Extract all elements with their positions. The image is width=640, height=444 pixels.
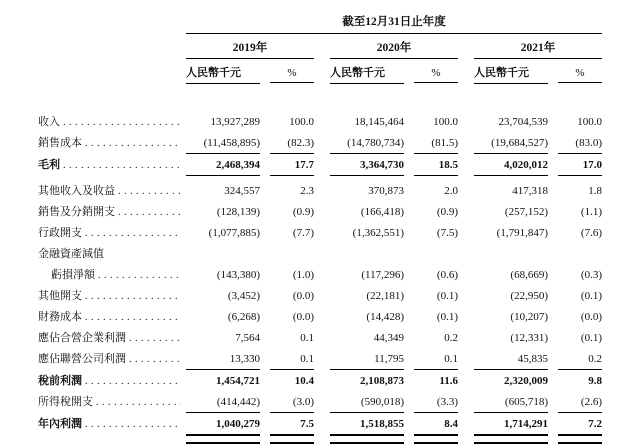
cell-amount: (22,950) (510, 290, 548, 302)
row-label-text: 金融資產減值 (38, 248, 104, 260)
cell-percent: (82.3) (270, 137, 314, 154)
table-row (38, 202, 640, 223)
row-label (38, 227, 186, 240)
percent-header-2021: % (558, 67, 602, 83)
cell-percent: 7.5 (270, 418, 314, 431)
cell-amount: (1,791,847) (496, 227, 548, 239)
cell-percent: 0.2 (444, 332, 458, 344)
row-label-text: 毛利 (38, 159, 60, 171)
row-label (38, 418, 186, 431)
cell-percent: 18.5 (414, 159, 458, 176)
cell-amount: 1,454,721 (216, 375, 260, 387)
cell-amount: 324,557 (224, 185, 260, 197)
row-label-text: 稅前利潤 (38, 375, 82, 387)
cell-amount: (1,077,885) (208, 227, 260, 239)
table-row (38, 265, 640, 286)
row-label (38, 137, 186, 150)
cell-amount: 370,873 (368, 185, 404, 197)
cell-amount: (14,780,734) (330, 137, 404, 154)
cell-percent: 100.0 (289, 116, 314, 128)
cell-percent: (1.1) (580, 206, 602, 218)
cell-amount: (257,152) (504, 206, 548, 218)
dot-leader (85, 311, 181, 324)
cell-percent: (0.6) (436, 269, 458, 281)
cell-amount: 23,704,539 (498, 116, 548, 128)
cell-amount: (414,442) (186, 396, 260, 413)
dot-leader (129, 332, 181, 345)
table-row (38, 349, 640, 371)
cell-amount: (166,418) (360, 206, 404, 218)
cell-amount: 2,108,873 (360, 375, 404, 387)
cell-percent: (0.0) (292, 290, 314, 302)
year-header-2020: 2020年 (330, 39, 458, 59)
table-row (38, 307, 640, 328)
cell-amount: 7,564 (235, 332, 260, 344)
cell-percent: 0.1 (414, 353, 458, 370)
unit-header-row (38, 64, 640, 84)
cell-amount: 1,040,279 (186, 418, 260, 431)
cell-amount: (1,362,551) (352, 227, 404, 239)
cell-amount: (14,428) (366, 311, 404, 323)
cell-percent: (81.5) (414, 137, 458, 154)
cell-amount: 13,927,289 (210, 116, 260, 128)
cell-percent: (0.9) (436, 206, 458, 218)
cell-amount: 2,468,394 (186, 159, 260, 176)
cell-percent: (0.0) (580, 311, 602, 323)
period-header-row (38, 13, 640, 34)
row-label-text: 年內利潤 (38, 418, 82, 430)
row-label-text: 應佔合營企業利潤 (38, 332, 126, 344)
row-label-text: 財務成本 (38, 311, 82, 323)
cell-percent: 10.4 (294, 375, 314, 387)
cell-amount: (22,181) (366, 290, 404, 302)
cell-percent: 11.6 (439, 375, 458, 387)
row-label (38, 206, 186, 219)
cell-amount: (11,458,895) (186, 137, 260, 154)
cell-amount: 2,320,009 (504, 375, 548, 387)
cell-percent: (3.3) (414, 396, 458, 413)
cell-percent: (2.6) (558, 396, 602, 413)
cell-amount: 1,714,291 (474, 418, 548, 431)
dot-leader (85, 137, 181, 150)
cell-percent: 0.1 (300, 332, 314, 344)
cell-amount: (6,268) (227, 311, 260, 323)
year-header-2021: 2021年 (474, 39, 602, 59)
cell-amount: (117,296) (361, 269, 404, 281)
row-label (38, 116, 186, 129)
cell-percent: 100.0 (433, 116, 458, 128)
row-label-text: 其他開支 (38, 290, 82, 302)
cell-percent: (0.9) (292, 206, 314, 218)
cell-amount: (12,331) (510, 332, 548, 344)
cell-percent: (0.1) (436, 311, 458, 323)
cell-amount: (143,380) (216, 269, 260, 281)
cell-percent: (0.0) (292, 311, 314, 323)
row-label (38, 185, 186, 198)
row-label (38, 332, 186, 345)
row-label (38, 375, 186, 388)
table-row (38, 286, 640, 307)
cell-percent: (0.1) (580, 290, 602, 302)
table-row (38, 328, 640, 349)
cell-percent: (83.0) (558, 137, 602, 154)
cell-percent: 1.8 (588, 185, 602, 197)
cell-percent: (3.0) (270, 396, 314, 413)
row-label-text: 收入 (38, 116, 60, 128)
unit-header-2019: 人民幣千元 (186, 64, 260, 84)
row-label (38, 290, 186, 303)
row-label-text: 其他收入及收益 (38, 185, 115, 197)
table-row (38, 414, 640, 435)
cell-percent: (0.3) (580, 269, 602, 281)
cell-amount: 18,145,464 (354, 116, 404, 128)
cell-amount: 11,795 (330, 353, 404, 370)
cell-amount: 3,364,730 (330, 159, 404, 176)
cell-amount: (19,684,527) (474, 137, 548, 154)
cell-amount: 4,020,012 (474, 159, 548, 176)
table-row (38, 155, 640, 177)
cell-percent: (7.5) (436, 227, 458, 239)
cell-percent: 100.0 (577, 116, 602, 128)
row-label (38, 248, 186, 261)
row-label (38, 396, 186, 409)
cell-amount: (605,718) (474, 396, 548, 413)
percent-header-2019: % (270, 67, 314, 83)
dot-leader (85, 375, 181, 388)
unit-header-2021: 人民幣千元 (474, 64, 548, 84)
table-row (38, 392, 640, 414)
cell-amount: 45,835 (474, 353, 548, 370)
table-row (38, 371, 640, 392)
cell-amount: (3,452) (227, 290, 260, 302)
table-row (38, 244, 640, 265)
cell-percent: 0.2 (558, 353, 602, 370)
table-row (38, 133, 640, 155)
row-label-text: 虧損淨額 (51, 269, 95, 281)
dot-leader (85, 290, 181, 303)
cell-amount: (68,669) (510, 269, 548, 281)
unit-header-2020: 人民幣千元 (330, 64, 404, 84)
row-label (38, 269, 186, 282)
row-label-text: 銷售及分銷開支 (38, 206, 115, 218)
cell-percent: 9.8 (588, 375, 602, 387)
cell-amount: (10,207) (510, 311, 548, 323)
row-label (38, 159, 186, 172)
cell-percent: 8.4 (414, 418, 458, 431)
dot-leader (118, 206, 181, 219)
cell-percent: (0.1) (580, 332, 602, 344)
dot-leader (85, 418, 181, 431)
row-label-text: 所得稅開支 (38, 396, 93, 408)
dot-leader (85, 227, 181, 240)
dot-leader (96, 396, 181, 409)
cell-amount: (590,018) (330, 396, 404, 413)
period-header: 截至12月31日止年度 (186, 13, 602, 34)
cell-percent: (0.1) (436, 290, 458, 302)
row-label (38, 353, 186, 366)
table-row (38, 181, 640, 202)
dot-leader (118, 185, 181, 198)
cell-percent: (7.6) (580, 227, 602, 239)
cell-percent: 2.3 (300, 185, 314, 197)
cell-percent: 17.0 (558, 159, 602, 176)
dot-leader (98, 269, 181, 282)
dot-leader (129, 353, 181, 366)
cell-percent: 2.0 (444, 185, 458, 197)
table-body (38, 112, 640, 435)
table-row (38, 112, 640, 133)
row-label-text: 銷售成本 (38, 137, 82, 149)
income-statement-table (38, 13, 640, 435)
row-label (38, 311, 186, 324)
cell-amount: 13,330 (186, 353, 260, 370)
cell-amount: 44,349 (373, 332, 404, 344)
cell-amount: 1,518,855 (330, 418, 404, 431)
percent-header-2020: % (414, 67, 458, 83)
cell-amount: 417,318 (512, 185, 548, 197)
year-header-2019: 2019年 (186, 39, 314, 59)
cell-percent: 17.7 (270, 159, 314, 176)
cell-percent: 7.2 (558, 418, 602, 431)
cell-percent: 0.1 (270, 353, 314, 370)
cell-amount: (128,139) (216, 206, 260, 218)
dot-leader (63, 116, 181, 129)
dot-leader (63, 159, 181, 172)
cell-percent: (7.7) (292, 227, 314, 239)
row-label-text: 應佔聯營公司利潤 (38, 353, 126, 365)
year-header-row (38, 39, 640, 59)
row-label-text: 行政開支 (38, 227, 82, 239)
table-row (38, 223, 640, 244)
cell-percent: (1.0) (292, 269, 314, 281)
